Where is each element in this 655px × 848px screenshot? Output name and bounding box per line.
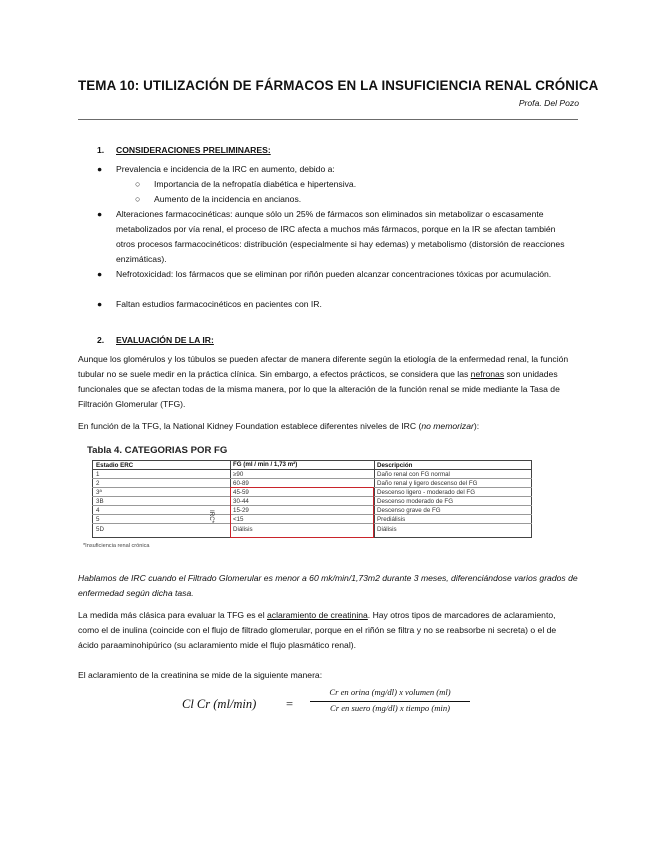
table-cell: Descenso ligero - moderado del FG xyxy=(377,489,476,496)
formula-lhs: Cl Cr (ml/min) xyxy=(182,697,257,711)
subbullet-ancianos xyxy=(135,192,301,207)
formula-denominator: Cr en suero (mg/dl) x tiempo (min) xyxy=(330,703,450,713)
paragraph-text: La medida más clásica para evaluar la TFG es el xyxy=(78,610,267,620)
table-cell: Descenso moderado de FG xyxy=(377,498,454,505)
author-name: Profa. Del Pozo xyxy=(518,98,579,108)
term-aclaramiento-creatinina: aclaramiento de creatinina xyxy=(267,610,368,620)
bullet-text: Faltan estudios farmacocinéticos en pacientes con IR. xyxy=(116,299,322,309)
bullet-icon: ● xyxy=(97,209,103,219)
table-footnote: *Insuficiencia renal crónica xyxy=(83,543,150,549)
table-cell: 3ª xyxy=(96,489,102,496)
paragraph-text: ): xyxy=(473,421,480,431)
subbullet-icon: ○ xyxy=(135,179,141,189)
section-2-title: EVALUACIÓN DE LA IR: xyxy=(116,335,214,345)
table-cell: 3B xyxy=(96,498,104,505)
bullet-farmacocineticas xyxy=(97,207,573,267)
table-cell: Diálisis xyxy=(377,526,397,533)
subbullet-nefropatia xyxy=(135,177,356,192)
table-cell: Descenso grave de FG xyxy=(377,507,441,514)
note-no-memorizar: no memorizar xyxy=(421,421,474,431)
fg-categories-table xyxy=(92,460,532,538)
irc-side-label: IRC* xyxy=(208,510,215,524)
bullet-prevalencia xyxy=(97,162,567,177)
table-header: Estadio ERC xyxy=(96,462,134,469)
paragraph-formula-intro: El aclaramiento de la creatinina se mide de la siguiente manera: xyxy=(78,670,323,680)
header-divider xyxy=(78,119,578,120)
bullet-text: Nefrotoxicidad: los fármacos que se eliminan por riñón pueden alcanzar concentraciones tóxicas por acumulación. xyxy=(116,269,552,279)
paragraph-nkf xyxy=(78,419,578,434)
table-cell: 5D xyxy=(96,526,104,533)
paragraph-text: son unidades funcionales que se afectan todas de la misma manera, por lo que la alteración de la función renal se mide mediante la Tasa de Filtración Glomerular (TFG). xyxy=(78,369,560,409)
paragraph-irc-definicion: Hablamos de IRC cuando el Filtrado Glomerular es menor a 60 mk/min/1,73m2 durante 3 meses, diferenciándose varios grados de enfermedad según dicha tasa. xyxy=(78,573,578,598)
bullet-estudios xyxy=(97,297,567,312)
subbullet-text: Importancia de la nefropatía diabética e hipertensiva. xyxy=(154,179,357,189)
table-cell: <15 xyxy=(233,516,244,523)
subbullet-icon: ○ xyxy=(135,194,141,204)
table-cell: Prediálisis xyxy=(377,516,406,523)
paragraph-text: . Hay otros tipos de marcadores de aclaramiento, como el de inulina (coincide con el flujo de filtrado glomerular, porque en el riñón se filtra y no se reabsorbe ni secreta) o el de ácido paraaminohipúrico (su aclaramiento mide el flujo plasmático renal). xyxy=(78,610,557,650)
bullet-text: Prevalencia e incidencia de la IRC en aumento, debido a: xyxy=(116,164,335,174)
fraction-bar xyxy=(310,701,470,702)
table-cell: 60-89 xyxy=(233,480,249,487)
document-title: TEMA 10: UTILIZACIÓN DE FÁRMACOS EN LA INSUFICIENCIA RENAL CRÓNICA xyxy=(78,78,599,93)
table-cell: 4 xyxy=(96,507,100,514)
table-header: FG (ml / min / 1,73 m²) xyxy=(233,461,298,468)
table-header: Descripción xyxy=(377,462,413,469)
section-1-title: CONSIDERACIONES PRELIMINARES: xyxy=(116,145,271,155)
bullet-icon: ● xyxy=(97,299,103,309)
table-cell: Diálisis xyxy=(233,526,253,533)
paragraph-text: En función de la TFG, la National Kidney Foundation establece diferentes niveles de IRC ( xyxy=(78,421,422,431)
formula-equals: = xyxy=(286,697,294,711)
paragraph-text: Aunque los glomérulos y los túbulos se pueden afectar de manera diferente según la etiología de la enfermedad renal, la función tubular no se suele medir en la práctica clínica. Sin embargo, a efectos prácticos, se considera que las xyxy=(78,354,569,379)
paragraph-glomerulos xyxy=(78,352,578,412)
table-cell: 15-29 xyxy=(233,507,249,514)
table-cell: 2 xyxy=(96,480,100,487)
section-1-number: 1. xyxy=(97,145,105,155)
bullet-icon: ● xyxy=(97,164,103,174)
table-cell: 1 xyxy=(96,471,100,478)
table-cell: 30-44 xyxy=(233,498,249,505)
table-cell: Daño renal con FG normal xyxy=(377,471,450,478)
subbullet-text: Aumento de la incidencia en ancianos. xyxy=(154,194,302,204)
formula-numerator: Cr en orina (mg/dl) x volumen (ml) xyxy=(329,687,451,697)
term-nefronas: nefronas xyxy=(470,369,505,379)
table-cell: ≥90 xyxy=(233,471,244,478)
table-title: Tabla 4. CATEGORIAS POR FG xyxy=(87,445,228,456)
bullet-icon: ● xyxy=(97,269,103,279)
table-cell: Daño renal y ligero descenso del FG xyxy=(377,480,478,487)
bullet-nefrotoxicidad xyxy=(97,267,567,282)
section-2-number: 2. xyxy=(97,335,105,345)
table-cell: 5 xyxy=(96,516,100,523)
paragraph-aclaramiento xyxy=(78,608,578,653)
table-cell: 45-59 xyxy=(233,489,249,496)
bullet-text: Alteraciones farmacocinéticas: aunque sólo un 25% de fármacos son eliminados sin metabolizar o escasamente metabolizados por vía renal, el proceso de IRC afecta a muchos más fármacos, porque en la IR se afectan también otros procesos farmacocinéticos: distribución (especialmente si hay edemas) y metabolismo (distorsión de reacciones enzimáticas). xyxy=(116,209,565,264)
